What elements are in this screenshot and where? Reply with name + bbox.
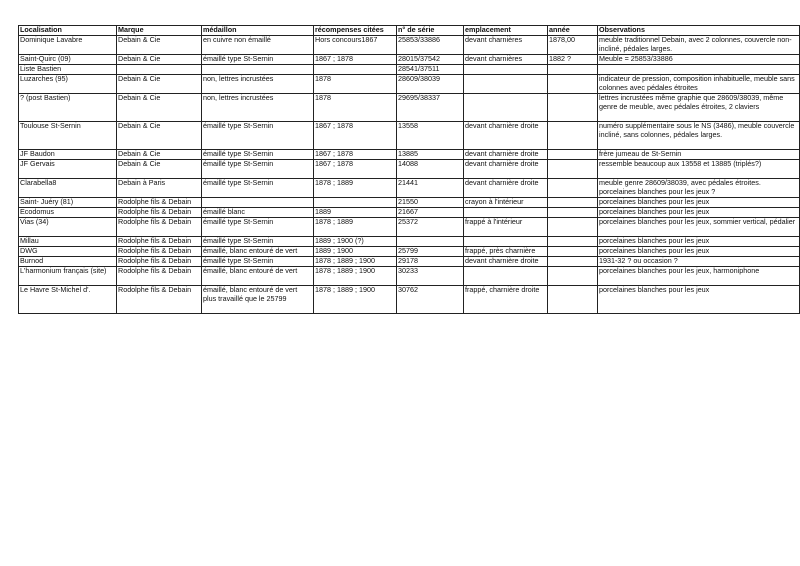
cell-localisation: Saint-Quirc (09): [19, 55, 117, 65]
cell-marque: Debain & Cie: [117, 75, 202, 94]
cell-medaillon: émaillé type St-Sernin: [202, 122, 314, 150]
cell-numero-serie: [397, 237, 464, 247]
cell-numero-serie: 25799: [397, 247, 464, 257]
cell-observations: meuble genre 28609/38039, avec pédales étroites. porcelaines blanches pour les jeux ?: [598, 179, 800, 198]
cell-emplacement: frappé, charnière droite: [464, 286, 548, 314]
cell-recompenses: [314, 198, 397, 208]
cell-localisation: Dominique Lavabre: [19, 36, 117, 55]
header-localisation: Localisation: [19, 26, 117, 36]
cell-recompenses: 1878: [314, 94, 397, 122]
cell-observations: porcelaines blanches pour les jeux, harmoniphone: [598, 267, 800, 286]
cell-numero-serie: 14088: [397, 160, 464, 179]
cell-recompenses: 1878 ; 1889: [314, 179, 397, 198]
cell-medaillon: non, lettres incrustées: [202, 75, 314, 94]
cell-localisation: JF Baudon: [19, 150, 117, 160]
cell-marque: Debain & Cie: [117, 122, 202, 150]
cell-medaillon: émaillé type St-Sernin: [202, 237, 314, 247]
cell-annee: [548, 65, 598, 75]
table-row: [19, 150, 800, 160]
cell-recompenses: 1889: [314, 208, 397, 218]
cell-numero-serie: 25853/33886: [397, 36, 464, 55]
cell-marque: Rodolphe fils & Debain: [117, 247, 202, 257]
cell-observations: 1931-32 ? ou occasion ?: [598, 257, 800, 267]
cell-emplacement: devant charnières: [464, 55, 548, 65]
cell-recompenses: 1867 ; 1878: [314, 122, 397, 150]
cell-localisation: Burnod: [19, 257, 117, 267]
cell-annee: [548, 237, 598, 247]
cell-annee: [548, 257, 598, 267]
table-row: [19, 65, 800, 75]
cell-recompenses: 1889 ; 1900: [314, 247, 397, 257]
cell-medaillon: émaillé type St-Sernin: [202, 160, 314, 179]
cell-marque: Debain & Cie: [117, 36, 202, 55]
cell-numero-serie: 25372: [397, 218, 464, 237]
cell-observations: frère jumeau de St-Sernin: [598, 150, 800, 160]
cell-medaillon: émaillé blanc: [202, 208, 314, 218]
cell-numero-serie: 13558: [397, 122, 464, 150]
cell-emplacement: devant charnière droite: [464, 257, 548, 267]
cell-medaillon: en cuivre non émaillé: [202, 36, 314, 55]
cell-medaillon: émaillé, blanc entouré de vert plus travaillé que le 25799: [202, 286, 314, 314]
cell-marque: Rodolphe fils & Debain: [117, 257, 202, 267]
header-marque: Marque: [117, 26, 202, 36]
table-row: [19, 179, 800, 198]
cell-observations: porcelaines blanches pour les jeux: [598, 237, 800, 247]
cell-medaillon: émaillé, blanc entouré de vert: [202, 247, 314, 257]
cell-observations: porcelaines blanches pour les jeux: [598, 208, 800, 218]
cell-annee: [548, 218, 598, 237]
table-row: [19, 160, 800, 179]
cell-emplacement: devant charnière droite: [464, 160, 548, 179]
cell-medaillon: émaillé type St-Sernin: [202, 218, 314, 237]
cell-numero-serie: 29695/38337: [397, 94, 464, 122]
cell-observations: Meuble = 25853/33886: [598, 55, 800, 65]
cell-medaillon: émaillé type St-Sernin: [202, 55, 314, 65]
header-annee: année: [548, 26, 598, 36]
cell-localisation: Clarabella8: [19, 179, 117, 198]
cell-localisation: JF Gervais: [19, 160, 117, 179]
header-numero-serie: n° de série: [397, 26, 464, 36]
cell-emplacement: frappé à l'intérieur: [464, 218, 548, 237]
cell-localisation: Saint- Juéry (81): [19, 198, 117, 208]
cell-annee: 1882 ?: [548, 55, 598, 65]
cell-recompenses: 1878: [314, 75, 397, 94]
header-emplacement: emplacement: [464, 26, 548, 36]
cell-localisation: Vias (34): [19, 218, 117, 237]
cell-observations: ressemble beaucoup aux 13558 et 13885 (triplés?): [598, 160, 800, 179]
cell-observations: porcelaines blanches pour les jeux: [598, 198, 800, 208]
cell-annee: 1878,00: [548, 36, 598, 55]
cell-recompenses: 1867 ; 1878: [314, 150, 397, 160]
cell-observations: porcelaines blanches pour les jeux: [598, 286, 800, 314]
cell-localisation: Le Havre St-Michel d'.: [19, 286, 117, 314]
cell-annee: [548, 267, 598, 286]
cell-localisation: Ecodomus: [19, 208, 117, 218]
cell-numero-serie: 30233: [397, 267, 464, 286]
cell-emplacement: [464, 65, 548, 75]
cell-annee: [548, 94, 598, 122]
cell-observations: porcelaines blanches pour les jeux: [598, 247, 800, 257]
table-row: [19, 94, 800, 122]
cell-marque: Debain & Cie: [117, 55, 202, 65]
cell-medaillon: émaillé type St-Sernin: [202, 150, 314, 160]
cell-annee: [548, 150, 598, 160]
cell-numero-serie: 30762: [397, 286, 464, 314]
cell-marque: Rodolphe fils & Debain: [117, 198, 202, 208]
cell-marque: Debain & Cie: [117, 160, 202, 179]
cell-recompenses: 1878 ; 1889 ; 1900: [314, 267, 397, 286]
cell-marque: Rodolphe fils & Debain: [117, 208, 202, 218]
cell-annee: [548, 160, 598, 179]
cell-emplacement: devant charnière droite: [464, 179, 548, 198]
header-observations: Observations: [598, 26, 800, 36]
cell-observations: numéro supplémentaire sous le NS (3486), meuble couvercle incliné, sans colonnes, pédales larges.: [598, 122, 800, 150]
organ-inventory-table: [18, 25, 800, 314]
cell-annee: [548, 122, 598, 150]
cell-recompenses: 1867 ; 1878: [314, 160, 397, 179]
cell-marque: Debain & Cie: [117, 150, 202, 160]
cell-numero-serie: 28541/37511: [397, 65, 464, 75]
cell-recompenses: 1878 ; 1889: [314, 218, 397, 237]
cell-emplacement: devant charnières: [464, 36, 548, 55]
cell-emplacement: [464, 208, 548, 218]
cell-recompenses: 1867 ; 1878: [314, 55, 397, 65]
table-row: [19, 198, 800, 208]
cell-numero-serie: 21667: [397, 208, 464, 218]
table-row: [19, 122, 800, 150]
table-row: [19, 267, 800, 286]
cell-emplacement: devant charnière droite: [464, 150, 548, 160]
cell-marque: Rodolphe fils & Debain: [117, 286, 202, 314]
table-row: [19, 208, 800, 218]
cell-localisation: ? (post Bastien): [19, 94, 117, 122]
header-medaillon: médaillon: [202, 26, 314, 36]
cell-annee: [548, 208, 598, 218]
cell-observations: meuble traditionnel Debain, avec 2 colonnes, couvercle non-incliné, pédales larges.: [598, 36, 800, 55]
cell-recompenses: 1889 ; 1900 (?): [314, 237, 397, 247]
cell-annee: [548, 75, 598, 94]
table-row: [19, 218, 800, 237]
table-row: [19, 247, 800, 257]
cell-emplacement: [464, 94, 548, 122]
cell-marque: Rodolphe fils & Debain: [117, 218, 202, 237]
cell-emplacement: devant charnière droite: [464, 122, 548, 150]
cell-localisation: Millau: [19, 237, 117, 247]
cell-observations: lettres incrustées même graphie que 28609/38039, même genre de meuble, avec pédales étroites, 2 claviers: [598, 94, 800, 122]
cell-emplacement: crayon à l'intérieur: [464, 198, 548, 208]
cell-medaillon: émaillé type St-Sernin: [202, 179, 314, 198]
cell-annee: [548, 286, 598, 314]
header-recompenses: récompenses citées: [314, 26, 397, 36]
table-row: [19, 75, 800, 94]
cell-recompenses: 1878 ; 1889 ; 1900: [314, 286, 397, 314]
spreadsheet-table-container: [18, 25, 800, 314]
cell-marque: Debain à Paris: [117, 179, 202, 198]
cell-recompenses: Hors concours1867: [314, 36, 397, 55]
cell-emplacement: [464, 267, 548, 286]
cell-annee: [548, 198, 598, 208]
table-row: [19, 36, 800, 55]
cell-emplacement: [464, 237, 548, 247]
cell-emplacement: frappé, près charnière: [464, 247, 548, 257]
cell-annee: [548, 247, 598, 257]
header-row: [19, 26, 800, 36]
cell-numero-serie: 28015/37542: [397, 55, 464, 65]
cell-medaillon: [202, 198, 314, 208]
cell-marque: Debain & Cie: [117, 94, 202, 122]
cell-numero-serie: 21441: [397, 179, 464, 198]
cell-localisation: L'harmonium français (site): [19, 267, 117, 286]
cell-observations: indicateur de pression, composition inhabituelle, meuble sans colonnes avec pédales étroites: [598, 75, 800, 94]
cell-observations: porcelaines blanches pour les jeux, sommier vertical, pédalier: [598, 218, 800, 237]
cell-numero-serie: 28609/38039: [397, 75, 464, 94]
table-row: [19, 55, 800, 65]
cell-numero-serie: 29178: [397, 257, 464, 267]
cell-numero-serie: 13885: [397, 150, 464, 160]
table-row: [19, 286, 800, 314]
cell-localisation: DWG: [19, 247, 117, 257]
cell-recompenses: 1878 ; 1889 ; 1900: [314, 257, 397, 267]
cell-marque: Rodolphe fils & Debain: [117, 237, 202, 247]
cell-annee: [548, 179, 598, 198]
cell-localisation: Luzarches (95): [19, 75, 117, 94]
cell-emplacement: [464, 75, 548, 94]
cell-observations: [598, 65, 800, 75]
cell-medaillon: non, lettres incrustées: [202, 94, 314, 122]
cell-recompenses: [314, 65, 397, 75]
cell-localisation: Toulouse St-Sernin: [19, 122, 117, 150]
table-row: [19, 257, 800, 267]
cell-marque: Rodolphe fils & Debain: [117, 267, 202, 286]
cell-localisation: Liste Bastien: [19, 65, 117, 75]
cell-marque: [117, 65, 202, 75]
cell-medaillon: émaillé type St-Sernin: [202, 257, 314, 267]
cell-medaillon: émaillé, blanc entouré de vert: [202, 267, 314, 286]
cell-medaillon: [202, 65, 314, 75]
cell-numero-serie: 21550: [397, 198, 464, 208]
table-row: [19, 237, 800, 247]
